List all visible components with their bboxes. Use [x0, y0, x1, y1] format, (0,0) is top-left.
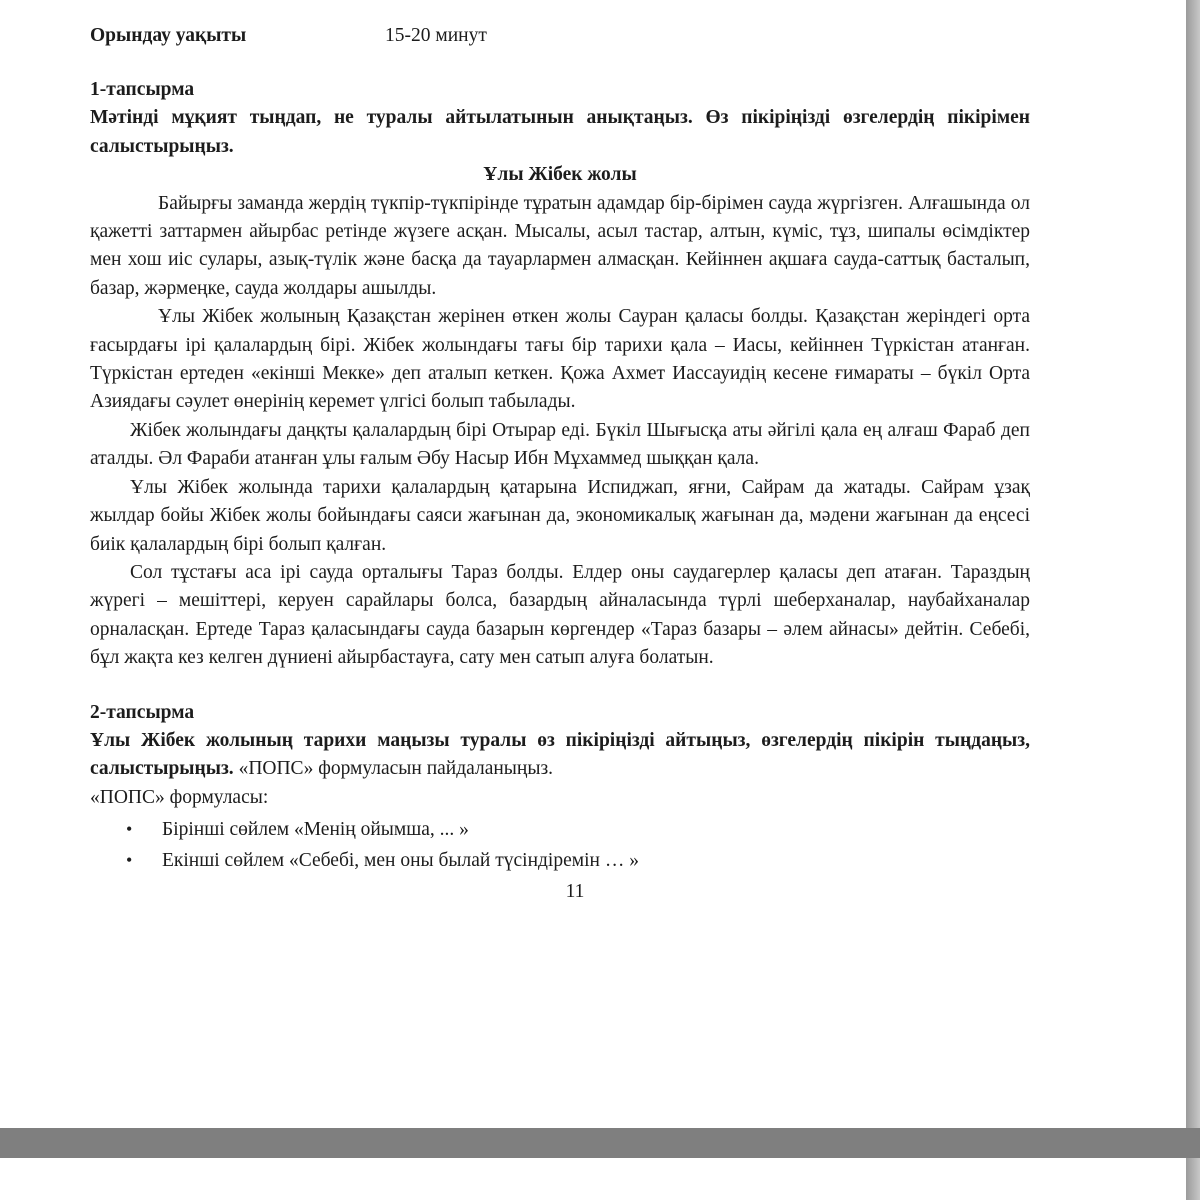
paragraph-1: Байырғы заманда жердің түкпір-түкпірінде тұратын адамдар бір-бірімен сауда жүргізген. Алғашында ол қажетті заттармен айырбас ретінде жүзеге асқан. Мысалы, асыл тастар, алтын, күміс, тұз, шипалы өсімдіктер мен хош иіс сулары, азық-түлік және басқа да тауарлармен алмасқан. Кейіннен ақшаға сауда-саттық басталып, базар, жәрмеңке, сауда жолдары ашылды.: [90, 192, 1030, 299]
task-1-section: [90, 76, 1030, 673]
paragraph-2: Ұлы Жібек жолының Қазақстан жерінен өткен жолы Сауран қаласы болды. Қазақстан жеріндегі орта ғасырдағы ірі қалалардың бірі. Жібек жолындағы тағы бір тарихи қала – Иасы, кейіннен Түркістан атанған. Түркістан ертеден «екінші Мекке» деп аталып кеткен. Қожа Ахмет Иассауидің кесене ғимараты – бүкіл Орта Азиядағы сәулет өнерінің керемет үлгісі болып табылады.: [90, 306, 1030, 413]
task-2-instruction-bold: Ұлы Жібек жолының тарихи маңызы туралы өз пікіріңізді айтыңыз, өзгелердің пікірін тыңдаңыз, салыстырыңыз.: [90, 729, 1030, 780]
list-item: [126, 845, 1030, 876]
task-2-instruction: [90, 727, 1030, 784]
page-separator: [0, 1128, 1200, 1158]
page-content: [90, 22, 1030, 907]
paragraph-5: Сол тұстағы аса ірі сауда орталығы Тараз болды. Елдер оны саудагерлер қаласы деп атаған. Тараздың жүрегі – мешіттері, керуен сарайлары болса, базардың айналасында түрлі шеберханалар, наубайханалар орналасқан. Ертеде Тараз қаласындағы сауда базарын көргендер «Тараз базары – әлем айнасы» дейтін. Себебі, бұл жақта кез келген дүниені айырбастауға, сату мен сатып алуға болатын.: [90, 561, 1030, 669]
task-2-instruction-plain: «ПОПС» формуласын пайдаланыңыз.: [233, 758, 554, 780]
task-1-instruction: Мәтінді мұқият тыңдап, не туралы айтылатынын анықтаңыз. Өз пікіріңізді өзгелердің пікірімен салыстырыңыз.: [90, 107, 1030, 157]
next-page-edge-shadow: [1186, 1158, 1200, 1200]
formula-label: «ПОПС» формуласы:: [90, 786, 269, 808]
list-item: [126, 814, 1030, 845]
task-2-heading: 2-тапсырма: [90, 701, 195, 723]
task-2-section: [90, 699, 1030, 877]
execution-time-label: Орындау уақыты: [90, 25, 247, 46]
page-edge-shadow: [1186, 0, 1200, 1128]
execution-time-value: 15-20 минут: [385, 25, 487, 46]
paragraph-3: Жібек жолындағы даңқты қалалардың бірі Отырар еді. Бүкіл Шығысқа аты әйгілі қала ең алғаш Фараб деп аталды. Әл Фараби атанған ұлы ғалым Әбу Насыр Ибн Мұхаммед шыққан қала.: [90, 419, 1030, 470]
execution-time-line: [90, 22, 1030, 50]
bullet-icon: •: [126, 850, 133, 871]
section-spacer: [90, 673, 1030, 699]
formula-bullet-list: [90, 814, 1030, 876]
task-1-heading: 1-тапсырма: [90, 79, 195, 100]
paragraph-4: Ұлы Жібек жолында тарихи қалалардың қатарына Испиджап, яғни, Сайрам да жатады. Сайрам ұзақ жылдар бойы Жібек жолы бойындағы саяси жағынан да, экономикалық жағынан да, мәдени жағынан да еңсесі биік қалалардың бірі болып қалған.: [90, 476, 1030, 555]
bullet-text: Бірінші сөйлем «Менің ойымша, ... »: [162, 819, 469, 841]
page-number: 11: [565, 881, 585, 903]
text-title: Ұлы Жібек жолы: [483, 164, 637, 186]
bullet-text: Екінші сөйлем «Себебі, мен оны былай түсіндіремін … »: [162, 850, 639, 872]
next-page: [0, 1158, 1186, 1200]
bullet-icon: •: [126, 819, 133, 840]
